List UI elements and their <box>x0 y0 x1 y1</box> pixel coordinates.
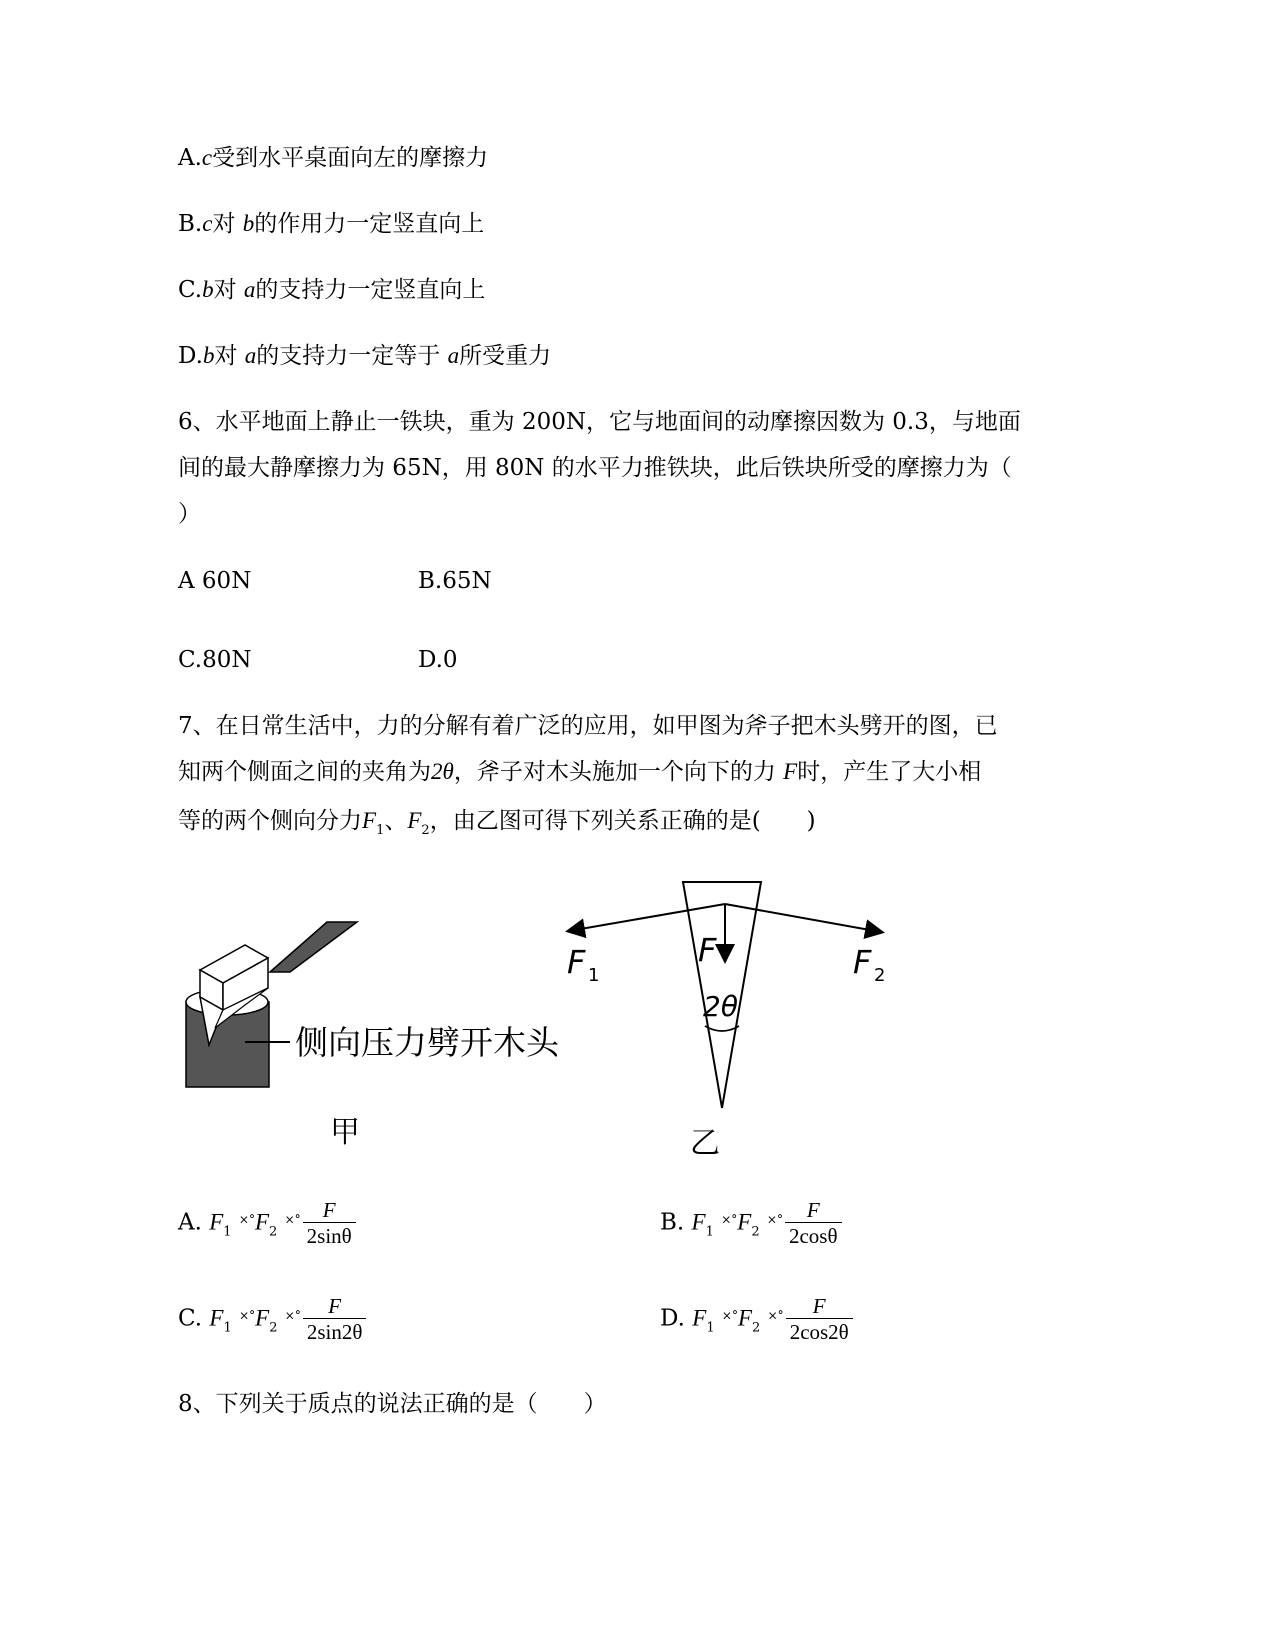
axe-handle <box>270 922 357 972</box>
q8-line-1: 8、下列关于质点的说法正确的是（ ） <box>178 1391 607 1417</box>
label-f1: F <box>567 943 586 981</box>
q7-option-b: B. $F_1$ $^{\times^\circ}F_2$ ×° $\frac{F}{2\cos\theta}$ <box>660 1198 842 1249</box>
q6-line-2: 间的最大静摩擦力为 65N，用 80N 的水平力推铁块，此后铁块所受的摩擦力为（ <box>178 455 1012 481</box>
q7-option-d: D. $F_1$ $^{\times^\circ}F_2$ ×° $\frac{F}{2\cos 2\theta}$ <box>660 1294 853 1345</box>
q6-option-b: B.65N <box>418 568 492 594</box>
q7-line-3: 等的两个侧向分力$F_1$、$F_2$，由乙图可得下列关系正确的是( ) <box>178 808 816 838</box>
label-f2: F <box>853 943 872 981</box>
label-f: F <box>698 931 717 969</box>
q5-option-b: B.c对 b的作用力一定竖直向上 <box>178 211 485 237</box>
q5-option-c: C.b对 a的支持力一定竖直向上 <box>178 277 486 303</box>
q7-option-a: A. $F_1$ $^{\times^\circ}F_2$ ×° $\frac{F}{2\sin\theta}$ <box>178 1198 356 1249</box>
label-f2-sub: 2 <box>874 965 886 986</box>
q7-line-2: 知两个侧面之间的夹角为2θ，斧子对木头施加一个向下的力 F时，产生了大小相 <box>178 759 982 785</box>
q7-line-1: 7、在日常生活中，力的分解有着广泛的应用，如甲图为斧子把木头劈开的图，已 <box>178 713 998 739</box>
label-f1-sub: 1 <box>588 965 600 986</box>
q6-option-c: C.80N <box>178 647 252 673</box>
q5-option-d: D.b对 a的支持力一定等于 a所受重力 <box>178 343 552 369</box>
q6-line-3: ） <box>178 501 201 527</box>
figure-right-caption: 乙 <box>690 1126 720 1161</box>
q6-option-a: A 60N <box>178 568 252 594</box>
figure-wedge-forces <box>555 870 915 1165</box>
figure-axe-wood <box>175 910 595 1160</box>
q5-option-a: A.c受到水平桌面向左的摩擦力 <box>178 145 489 171</box>
q6-line-1: 6、水平地面上静止一铁块，重为 200N，它与地面间的动摩擦因数为 0.3，与地面 <box>178 409 1021 435</box>
label-angle: 2θ <box>703 990 738 1023</box>
q7-option-c: C. $F_1$ $^{\times^\circ}F_2$ ×° $\frac{F}{2\sin 2\theta}$ <box>178 1294 366 1345</box>
figure-left-caption: 甲 <box>330 1115 360 1150</box>
figure-left-label: 侧向压力劈开木头 <box>295 1023 559 1062</box>
q6-option-d: D.0 <box>418 647 458 673</box>
